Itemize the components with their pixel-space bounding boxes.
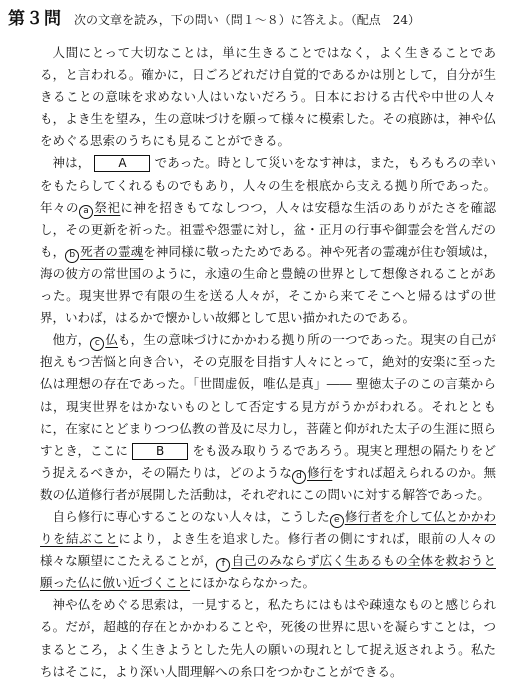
passage-paragraph (40, 506, 496, 594)
label-marker-c: c (90, 337, 104, 351)
underlined-phrase: 自己のみならず広く生あるもの全体を救おうと願った仏に倣い近づくこと (40, 553, 496, 591)
label-marker-a: a (79, 205, 93, 219)
passage-text: も，生の意味づけにかかわる拠り所の一つであった。現実の自己が抱えもつ苦悩と向き合い，その克服を目指す人々にとって，絶対的安楽に至った仏は理想の存在であった。「世間虚仮，唯仏是真」―― 聖徳太子のこの言葉からは，現実世界をはかないものとして否定する見方がうかがわれる。それとともに，在家にとどまりつつ仏教の普及に尽力し，菩薩と仰がれた太子の生涯に照らすとき，ここに (40, 332, 496, 458)
underlined-phrase: 仏 (105, 332, 119, 348)
question-instruction: 次の文章を読み，下の問い（問１～８）に答えよ。（配点 24） (74, 13, 420, 27)
label-marker-b: b (65, 249, 79, 263)
label-marker-d: d (292, 470, 306, 484)
blank-box-A: A (94, 155, 150, 172)
passage-paragraph (40, 42, 496, 152)
passage-paragraph (40, 594, 496, 682)
underlined-phrase: 修行者を介して仏とかかわりを結ぶこと (40, 508, 496, 547)
passage-text: をすれば超えられるのか。無数の仏道修行者が展開した活動は，それぞれにこの問いに対する解答であった。 (40, 464, 496, 502)
passage-text: 人間にとって大切なことは，単に生きることではなく，よく生きることである，と言われる。確かに，日ごろどれだけ自覚的であるかは別として，自分が生きることの意味を求めない人はいないだろう。日本における古代や中世の人々も，よき生を望み，生の意味づけを願って様々に模索した。その痕跡は，神や仏をめぐる思索のうちにも見ることができる。 (40, 45, 496, 149)
passage-text: 神や仏をめぐる思索は，一見すると，私たちにはもはや疎遠なものと感じられる。だが，超越的存在とかかわることや，死後の世界に思いを凝らすことは，つまるところ，よく生きようとした先人の願いの現れとして捉え返されよう。私たちはそこに，より深い人間理解への糸口をつかむことができる。 (40, 597, 496, 679)
passage-paragraph (40, 152, 496, 329)
passage-paragraph (40, 329, 496, 506)
label-marker-e: e (330, 514, 344, 528)
passage-text: により，よき生を追求した。修行者の側にすれば，眼前の人々の様々な願望にこたえることが， (40, 531, 496, 569)
passage-text: 他方， (52, 332, 91, 348)
underlined-phrase: 死者の霊魂 (80, 243, 144, 259)
underlined-phrase: 祭祀 (93, 199, 121, 215)
passage-text: をも汲み取りうるであろう。現実と理想の隔たりをどう捉えるべきか，その隔たりは，どのような (40, 442, 496, 480)
question-number: 第３問 (8, 9, 62, 29)
question-header (8, 4, 496, 29)
label-marker-f: f (216, 558, 230, 572)
passage-text: に神を招きもてなしつつ，人々は安穏な生活のありがたさを確認し，その更新を祈った。祖霊や怨霊に対し，盆・正月の行事や御霊会を営んだのも， (40, 199, 496, 259)
passage-text: 自ら修行に専心することのない人々は，こうした (52, 508, 330, 524)
passage (40, 42, 496, 683)
underlined-phrase: 修行 (306, 464, 333, 480)
blank-box-B: B (132, 443, 188, 460)
passage-text: を神同様に敬ったためである。神や死者の霊魂が住む領域は，海の彼方の常世国のように，永遠の生命と豊饒の世界として想像されることがあった。現実世界で有限の生を送る人々が，そこから来てそこへと帰るはずの世界，いわば，はるかで懐かしい故郷として思い描かれたのである。 (40, 243, 496, 326)
passage-text: であった。時として災いをなす神は，また，もろもろの幸いをもたらしてくれるものでもあり，人々の生を根底から支える拠り所であった。年々の (40, 155, 496, 215)
passage-text: 神は， (52, 155, 91, 171)
passage-text: にほかならなかった。 (190, 575, 316, 591)
